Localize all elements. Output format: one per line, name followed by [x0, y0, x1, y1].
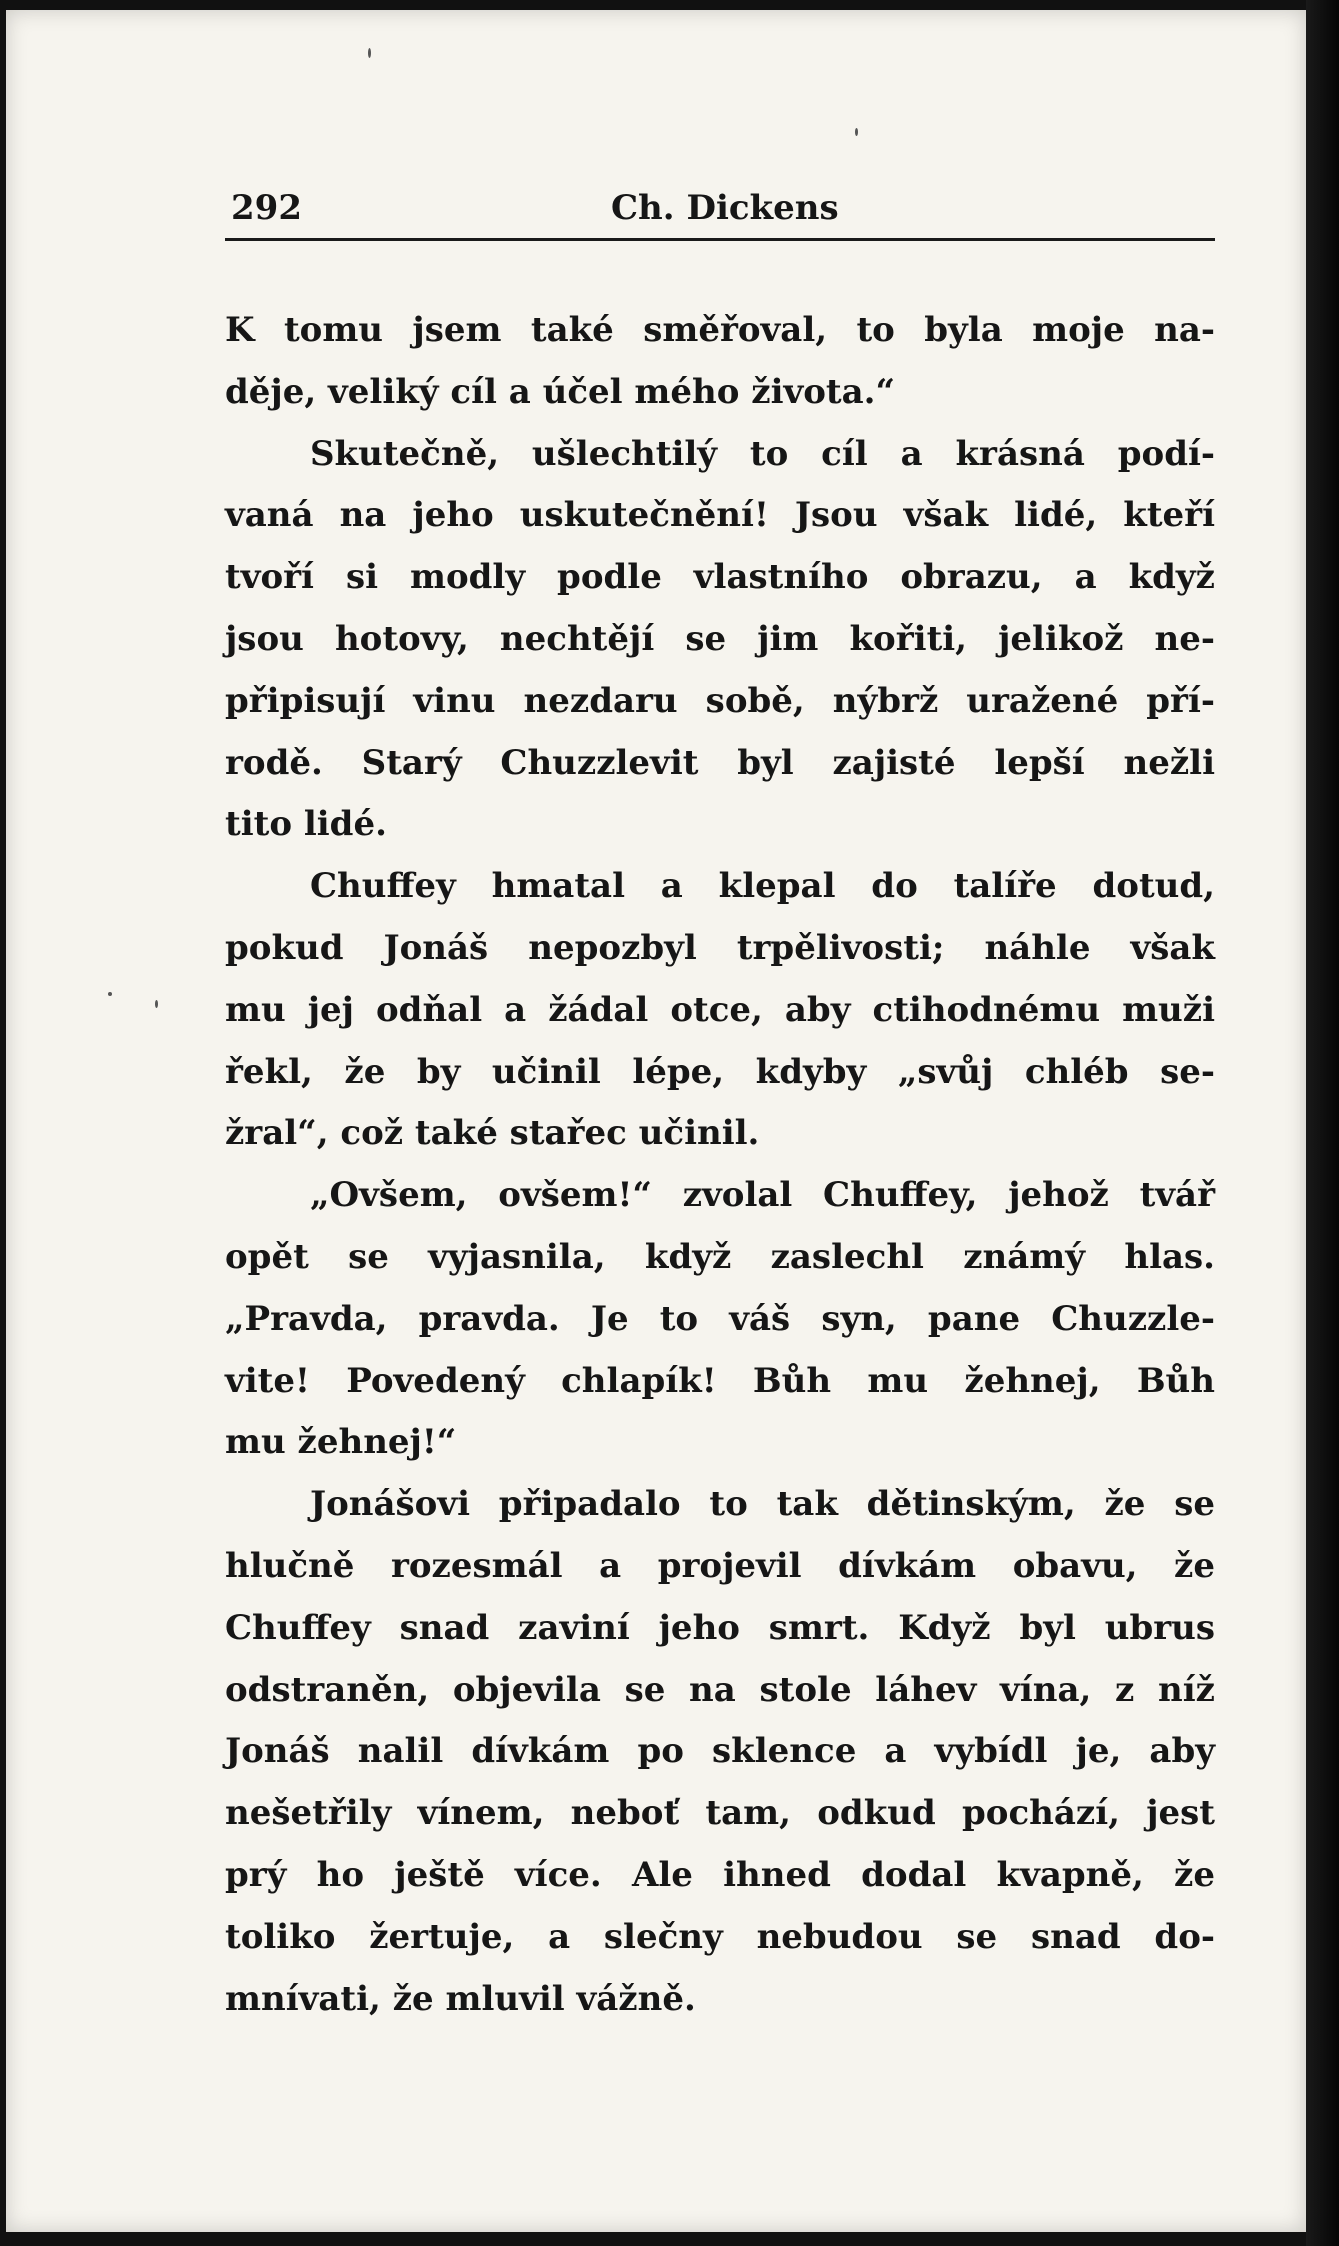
- text-line: opět se vyjasnila, když zaslechl známý hlas.: [225, 1236, 1215, 1277]
- text-line: odstraněn, objevila se na stole láhev vína, z níž: [225, 1669, 1215, 1710]
- text-line: žral“, což také stařec učinil.: [225, 1113, 760, 1154]
- text-line: hlučně rozesmál a projevil dívkám obavu, že: [225, 1545, 1215, 1586]
- text-line: „Ovšem, ovšem!“ zvolal Chuffey, jehož tvář: [310, 1175, 1215, 1216]
- text-line: vite! Povedený chlapík! Bůh mu žehnej, Bůh: [225, 1360, 1215, 1401]
- text-line: „Pravda, pravda. Je to váš syn, pane Chuzzle-: [225, 1298, 1215, 1339]
- text-line: mnívati, že mluvil vážně.: [225, 1978, 696, 2019]
- text-line: děje, veliký cíl a účel mého života.“: [225, 371, 896, 412]
- page-number: 292: [231, 188, 302, 228]
- text-line: tito lidé.: [225, 804, 387, 845]
- print-speck: [155, 1000, 158, 1008]
- text-line: Skutečně, ušlechtilý to cíl a krásná podí-: [310, 433, 1215, 474]
- print-speck: [855, 128, 858, 136]
- text-line: mu jej odňal a žádal otce, aby ctihodnému muži: [225, 989, 1215, 1030]
- text-line: Jonášovi připadalo to tak dětinským, že se: [310, 1484, 1215, 1525]
- print-speck: [368, 48, 371, 58]
- text-line: vaná na jeho uskutečnění! Jsou však lidé, kteří: [225, 495, 1215, 536]
- text-line: jsou hotovy, nechtějí se jim kořiti, jelikož ne-: [225, 618, 1215, 659]
- text-line: tvoří si modly podle vlastního obrazu, a když: [225, 557, 1215, 598]
- text-line: mu žehnej!“: [225, 1422, 457, 1463]
- text-line: Jonáš nalil dívkám po sklence a vybídl je, aby: [225, 1731, 1215, 1772]
- text-line: K tomu jsem také směřoval, to byla moje na-: [225, 310, 1215, 350]
- page-edge-shadow: [1306, 0, 1339, 2246]
- running-head: Ch. Dickens: [611, 188, 839, 228]
- header-rule: [225, 238, 1215, 241]
- text-line: rodě. Starý Chuzzlevit byl zajisté lepší nežli: [225, 742, 1215, 783]
- text-line: řekl, že by učinil lépe, kdyby „svůj chléb se-: [225, 1051, 1215, 1092]
- body-text: [225, 300, 1215, 2030]
- text-line: Chuffey hmatal a klepal do talíře dotud,: [310, 866, 1215, 907]
- text-line: nešetřily vínem, neboť tam, odkud pochází, jest: [225, 1793, 1215, 1834]
- text-line: pokud Jonáš nepozbyl trpělivosti; náhle však: [225, 927, 1215, 968]
- text-line: toliko žertuje, a slečny nebudou se snad do-: [225, 1916, 1215, 1957]
- text-line: prý ho ještě více. Ale ihned dodal kvapně, že: [225, 1854, 1215, 1895]
- print-speck: [108, 992, 112, 996]
- text-line: Chuffey snad zaviní jeho smrt. Když byl ubrus: [225, 1607, 1215, 1648]
- text-line: připisují vinu nezdaru sobě, nýbrž uražené pří-: [225, 680, 1215, 721]
